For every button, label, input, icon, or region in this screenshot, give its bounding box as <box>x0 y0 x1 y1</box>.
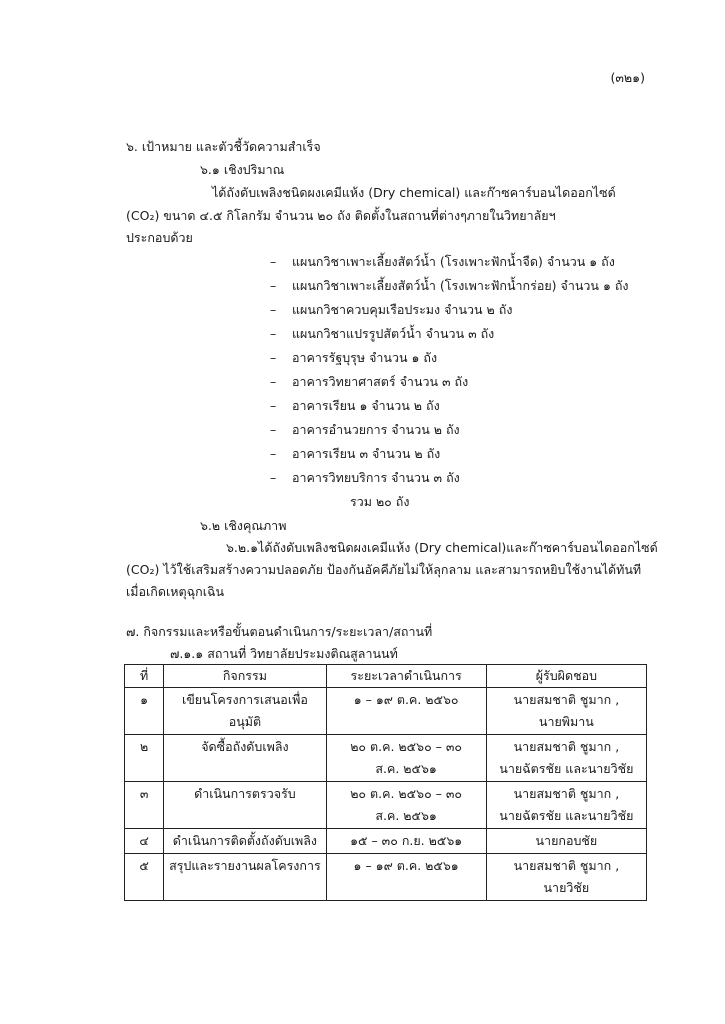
col-header-period: ระยะเวลาดำเนินการ <box>326 665 486 688</box>
col-header-responsible: ผู้รับผิดชอบ <box>486 665 646 688</box>
cell-activity: จัดซื้อถังดับเพลิง <box>164 735 326 782</box>
cell-no: ๒ <box>125 735 164 782</box>
table-row <box>125 854 647 901</box>
section6-1-line1: ได้ถังดับเพลิงชนิดผงเคมีแห้ง (Dry chemical) และก๊าซคาร์บอนไดออกไซด์ <box>212 185 616 200</box>
cell-period: ๑ – ๑๙ ต.ค. ๒๕๖๑ <box>326 854 486 901</box>
cell-no: ๑ <box>125 688 164 735</box>
table-header-row <box>125 665 647 688</box>
cell-responsible: นายสมชาติ ชูมาก , นายพิมาน <box>486 688 646 735</box>
list-item: – แผนกวิชาแปรรูปสัตว์น้ำ จำนวน ๓ ถัง <box>270 326 495 341</box>
cell-period: ๒๐ ต.ค. ๒๕๖๐ – ๓๐ ส.ค. ๒๕๖๑ <box>326 782 486 829</box>
table-row <box>125 688 647 735</box>
cell-no: ๓ <box>125 782 164 829</box>
list-item: – อาคารอำนวยการ จำนวน ๒ ถัง <box>270 422 460 437</box>
activity-table <box>124 664 647 901</box>
cell-no: ๕ <box>125 854 164 901</box>
cell-period: ๒๐ ต.ค. ๒๕๖๐ – ๓๐ ส.ค. ๒๕๖๑ <box>326 735 486 782</box>
cell-no: ๔ <box>125 829 164 854</box>
list-item: – อาคารวิทยบริการ จำนวน ๓ ถัง <box>270 470 460 485</box>
section6-2-line1: ๖.๒.๑ได้ถังดับเพลิงชนิดผงเคมีแห้ง (Dry chemical)และก๊าซคาร์บอนไดออกไซด์ <box>226 540 658 555</box>
section6-2-line2: (CO₂) ไว้ใช้เสริมสร้างความปลอดภัย ป้องกันอัคคีภัยไม่ให้ลุกลาม และสามารถหยิบใช้งานได้ทันที <box>126 562 642 577</box>
section6-1-line3: ประกอบด้วย <box>126 230 193 245</box>
cell-responsible: นายกอบชัย <box>486 829 646 854</box>
table-row <box>125 735 647 782</box>
list-item: – แผนกวิชาเพาะเลี้ยงสัตว์น้ำ (โรงเพาะฟักน้ำกร่อย) จำนวน ๑ ถัง <box>270 278 629 293</box>
cell-activity: เขียนโครงการเสนอเพื่ออนุมัติ <box>164 688 326 735</box>
table-row <box>125 782 647 829</box>
section6-2-title: ๖.๒ เชิงคุณภาพ <box>200 518 287 533</box>
section7-location: ๗.๑.๑ สถานที่ วิทยาลัยประมงติณสูลานนท์ <box>170 646 398 661</box>
list-item: – แผนกวิชาควบคุมเรือประมง จำนวน ๒ ถัง <box>270 302 513 317</box>
section6-2-line3: เมื่อเกิดเหตุฉุกเฉิน <box>126 584 225 599</box>
page-number: (๓๒๑) <box>610 70 645 85</box>
section6-title: ๖. เป้าหมาย และตัวชี้วัดความสำเร็จ <box>126 139 321 154</box>
section7-title: ๗. กิจกรรมและหรือขั้นตอนดำเนินการ/ระยะเวลา/สถานที่ <box>126 624 433 639</box>
table-row <box>125 829 647 854</box>
cell-responsible: นายสมชาติ ชูมาก , นายฉัตรชัย และนายวิชัย <box>486 782 646 829</box>
cell-responsible: นายสมชาติ ชูมาก , นายฉัตรชัย และนายวิชัย <box>486 735 646 782</box>
total-count: รวม ๒๐ ถัง <box>350 494 410 509</box>
cell-period: ๑๕ – ๓๐ ก.ย. ๒๕๖๑ <box>326 829 486 854</box>
cell-activity: ดำเนินการตรวจรับ <box>164 782 326 829</box>
list-item: – แผนกวิชาเพาะเลี้ยงสัตว์น้ำ (โรงเพาะฟักน้ำจืด) จำนวน ๑ ถัง <box>270 254 615 269</box>
list-item: – อาคารเรียน ๑ จำนวน ๒ ถัง <box>270 398 440 413</box>
section6-1-line2: (CO₂) ขนาด ๔.๕ กิโลกรัม จำนวน ๒๐ ถัง ติดตั้งในสถานที่ต่างๆภายในวิทยาลัยฯ <box>126 208 556 223</box>
cell-activity: สรุปและรายงานผลโครงการ <box>164 854 326 901</box>
list-item: – อาคารเรียน ๓ จำนวน ๒ ถัง <box>270 446 441 461</box>
cell-activity: ดำเนินการติดตั้งถังดับเพลิง <box>164 829 326 854</box>
list-item: – อาคารรัฐบุรุษ จำนวน ๑ ถัง <box>270 350 438 365</box>
cell-responsible: นายสมชาติ ชูมาก , นายวิชัย <box>486 854 646 901</box>
col-header-activity: กิจกรรม <box>164 665 326 688</box>
cell-period: ๑ – ๑๙ ต.ค. ๒๕๖๐ <box>326 688 486 735</box>
col-header-no: ที่ <box>125 665 164 688</box>
section6-1-title: ๖.๑ เชิงปริมาณ <box>200 162 285 177</box>
list-item: – อาคารวิทยาศาสตร์ จำนวน ๓ ถัง <box>270 374 469 389</box>
